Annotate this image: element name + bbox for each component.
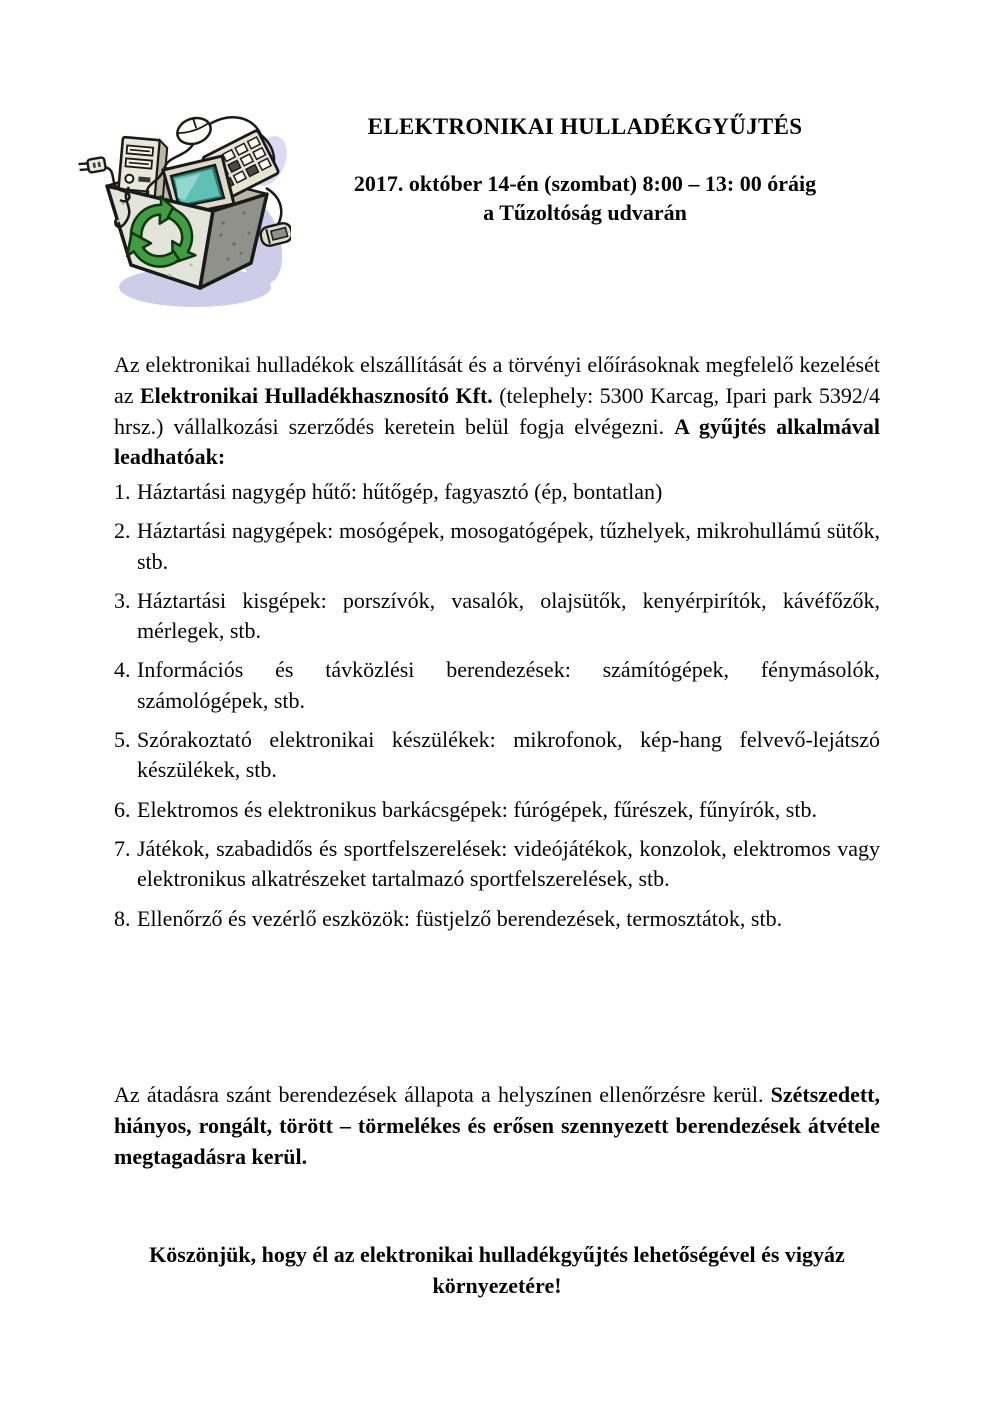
list-item-text: Játékok, szabadidős és sportfelszerelések: videójátékok, konzolok, elektromos vagy elektronikus alkatrészeket tartalmazó sportfelszerelések, stb. — [137, 835, 880, 892]
e-waste-clipart — [73, 103, 291, 315]
list-item-text: Háztartási nagygép hűtő: hűtőgép, fagyasztó (ép, bontatlan) — [137, 479, 663, 504]
list-item-number: 3. — [114, 587, 131, 613]
list-item — [114, 725, 880, 786]
list-item-number: 2. — [114, 518, 131, 544]
list-item-number: 4. — [114, 657, 131, 683]
list-item-text: Háztartási kisgépek: porszívók, vasalók, olajsütők, kenyérpirítók, kávéfőzők, mérlegek, stb. — [137, 587, 880, 644]
list-item-text: Ellenőrző és vezérlő eszközök: füstjelző berendezések, termosztátok, stb. — [137, 905, 783, 931]
inspection-note — [114, 1080, 880, 1172]
list-item-text: Szórakoztató elektronikai készülékek: mikrofonok, kép-hang felvevő-lejátszó készülékek, stb. — [137, 727, 880, 783]
note-warning-text: Szétszedett, hiányos, rongált, törött – törmelékes és erősen szennyezett berendezések átvétele megtagadásra kerül. — [114, 1082, 880, 1169]
list-item-number: 8. — [114, 905, 131, 931]
note-text: Az átadásra szánt berendezések állapota a helyszínen ellenőrzésre kerül. — [114, 1082, 771, 1107]
list-item-number: 5. — [114, 727, 131, 753]
list-item — [114, 904, 880, 934]
list-item-number: 6. — [114, 796, 131, 822]
page-title: ELEKTRONIKAI HULLADÉKGYŰJTÉS — [367, 114, 803, 139]
list-item — [114, 655, 880, 716]
company-name: Elektronikai Hulladékhasznosító Kft. — [139, 382, 493, 408]
intro-text-middle: (telephely: 5300 Karcag, Ipari park 5392/4 hrsz.) vállalkozási szerződés keretein belül fogja elvégezni. — [114, 382, 881, 439]
event-location-line: a Tűzoltóság udvarán — [483, 200, 687, 225]
intro-paragraph — [114, 350, 880, 473]
list-item-text: Elektromos és elektronikus barkácsgépek: fúrógépek, fűrészek, fűnyírók, stb. — [137, 796, 817, 822]
list-item-text: Információs és távközlési berendezések: számítógépek, fénymásolók, számológépek, stb. — [137, 657, 880, 713]
list-item-number: 7. — [114, 835, 131, 861]
intro-lead-in: A gyűjtés alkalmával leadhatóak: — [114, 413, 880, 470]
closing-message: Köszönjük, hogy él az elektronikai hulladékgyűjtés lehetőségével és vigyáz környezetére! — [149, 1242, 845, 1298]
list-item-number: 1. — [114, 479, 131, 504]
event-date-line: 2017. október 14-én (szombat) 8:00 – 13: 00 óráig — [353, 171, 817, 196]
list-item — [114, 834, 880, 895]
list-item-text: Háztartási nagygépek: mosógépek, mosogatógépek, tűzhelyek, mikrohullámú sütők, stb. — [137, 518, 880, 574]
list-item — [114, 586, 880, 647]
accepted-items-list — [114, 477, 880, 943]
list-item — [114, 516, 880, 577]
intro-text-start: Az elektronikai hulladékok elszállítását és a törvényi előírásoknak megfelelő kezelését az — [114, 352, 880, 408]
list-item — [114, 477, 880, 507]
list-item — [114, 795, 880, 825]
